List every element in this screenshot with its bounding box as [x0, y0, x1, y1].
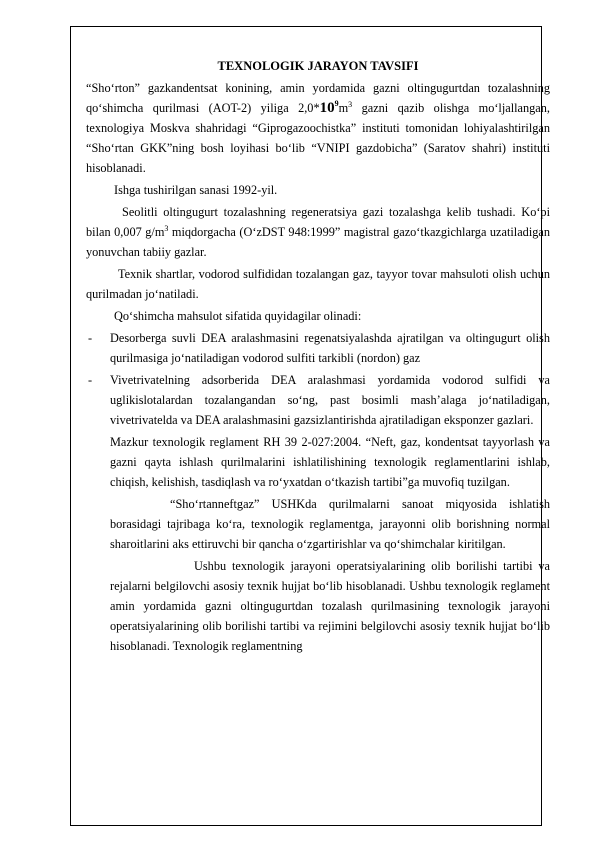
paragraph-reglament: Mazkur texnologik reglament RH 39 2-027:2004. “Neft, gaz, kondentsat tayyorlash va gazni qayta ishlash qurilmalarini ishlatilishining texnologik reglamentlarini ishlab, chiqish, kelishish, tasdiqlash va ro‘yxatdan o‘tkazish tartibi”ga muvofiq tuzilgan.	[110, 435, 550, 489]
list-item: - Desorberga suvli DEA aralashmasini regenatsiyalashda ajratilgan va oltingugurt olish qurilmasiga jo‘natiladigan vodorod sulfiti tarkibli (nordon) gaz	[86, 328, 550, 368]
paragraph-experience: “Sho‘rtanneftgaz” USHKda qurilmalarni sanoat miqyosida ishlatish borasidagi tajribaga ko‘ra, texnologik reglamentga, jarayonni olib borishning normal sharoitlarini aks ettiruvchi bir qancha o‘zgartirishlar va qo‘shimchalar kiritilgan.	[110, 497, 550, 551]
paragraph-regeneration: Seolitli oltingugurt tozalashning regeneratsiya gazi tozalashga kelib tushadi. Ko‘pi bilan 0,007 $g/m^3$ miqdorgacha (O‘zDST 948:1999” magistral gazo‘tkazgichlarga uzatiladigan yonuvchan tabiiy gazlar.	[86, 205, 551, 259]
bullet-dash: -	[88, 331, 93, 345]
paragraph-byproducts-intro: Qo‘shimcha mahsulot sifatida quyidagilar olinadi:	[114, 309, 362, 323]
intro-text-a: “Sho‘rton” gazkandentsat konining, amin yordamida gazni oltingugurtdan tozalashning qo‘shimcha qurilmasi (AOT-2) yiliga 2,0*	[86, 81, 550, 115]
paragraph-launch-date: Ishga tushirilgan sanasi 1992-yil.	[114, 183, 278, 197]
power-of-ten: $10^9$	[319, 99, 339, 116]
document-title: TEXNOLOGIK JARAYON TAVSIFI	[217, 59, 419, 73]
paragraph-intro	[86, 78, 550, 178]
paragraph-specifications: Texnik shartlar, vodorod sulfididan tozalangan gaz, tayyor tovar mahsuloti olish uchun qurilmadan jo‘natiladi.	[86, 267, 550, 301]
intro-text-b: gazni qazib olishga mo‘ljallangan, texnologiya Moskva shahridagi “Giprogazoochistka” instituti tomonidan lohiyalashtirilgan “Sho‘rtan GKK”ning bosh loyihasi bo‘lib “VNIPI gazdobicha” (Saratov shahri) instituti hisoblanadi.	[86, 101, 550, 175]
document-body	[86, 56, 550, 656]
unit-g-m3: $g/m^3$	[145, 223, 169, 239]
bullet-dash: -	[88, 373, 93, 387]
unit-m3: $m^3$	[338, 99, 353, 115]
list-item: - Vivetrivatelning adsorberida DEA aralashmasi yordamida vodorod sulfidi va uglikislotalardan tozalangandan so‘ng, past bosimli mash’alaga jo‘natiladigan, vivetrivatelda va DEA aralashmasini gazsizlantirishda ajratiladigan eksponzer gazlari.	[86, 370, 550, 430]
paragraph-purpose: Ushbu texnologik jarayoni operatsiyalarining olib borilishi tartibi va rejalarni belgilovchi asosiy texnik hujjat bo‘lib hisoblanadi. Ushbu texnologik reglament amin yordamida gazni oltingugurtdan tozalash qurilmasining texnologik jarayoni operatsiyalarining olib borilishi tartibi va rejimini belgilovchi asosiy texnik hujjat bo‘lib hisoblanadi. Texnologik reglamentning	[110, 559, 550, 653]
